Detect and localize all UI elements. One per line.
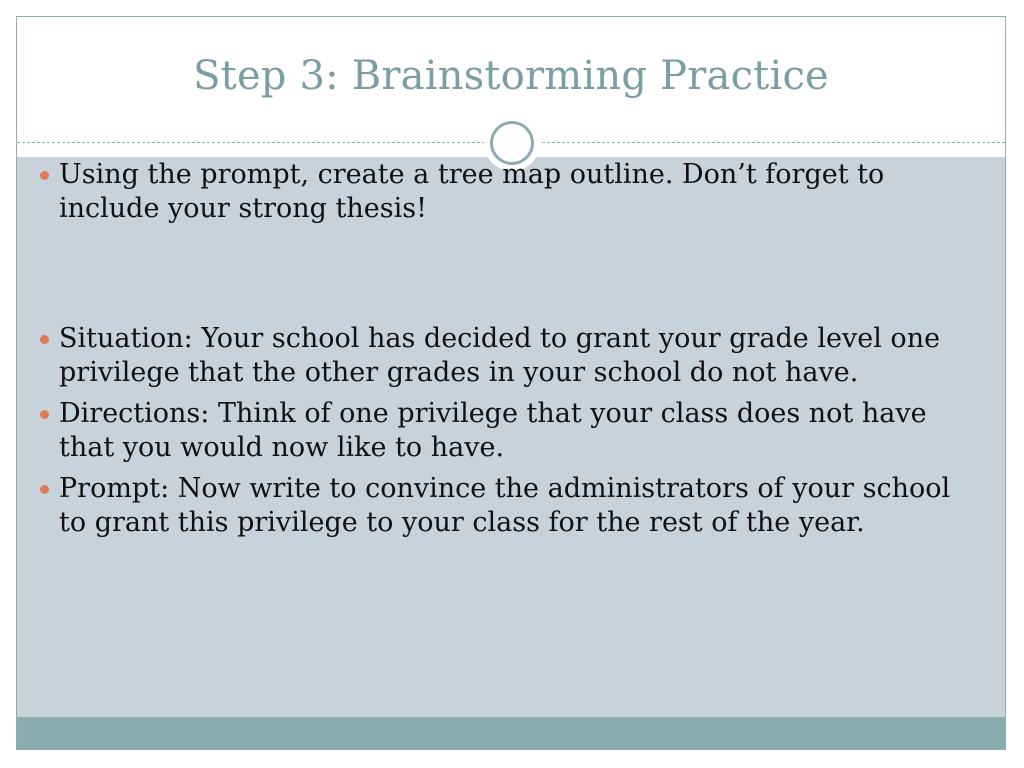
bullet-dot-icon [40, 485, 49, 494]
bullet-dot-icon [40, 171, 49, 180]
bullet-item-directions [40, 397, 960, 465]
footer-bar [17, 717, 1005, 750]
bullet-item-situation [40, 322, 960, 390]
bullet-item-instructions [40, 158, 960, 226]
bullet-list [40, 158, 960, 540]
bullet-item-prompt [40, 472, 960, 540]
bullet-dot-icon [40, 335, 49, 344]
bullet-text: Prompt: Now write to convince the administrators of your school to grant this privilege to your class for the rest of the year. [59, 473, 951, 538]
bullet-text: Directions: Think of one privilege that your class does not have that you would now like to have. [59, 398, 927, 463]
bullet-text: Using the prompt, create a tree map outline. Don’t forget to include your strong thesis! [59, 159, 885, 224]
bullet-dot-icon [40, 410, 49, 419]
slide-title: Step 3: Brainstorming Practice [193, 53, 829, 99]
bullet-text: Situation: Your school has decided to grant your grade level one privilege that the other grades in your school do not have. [59, 323, 941, 388]
